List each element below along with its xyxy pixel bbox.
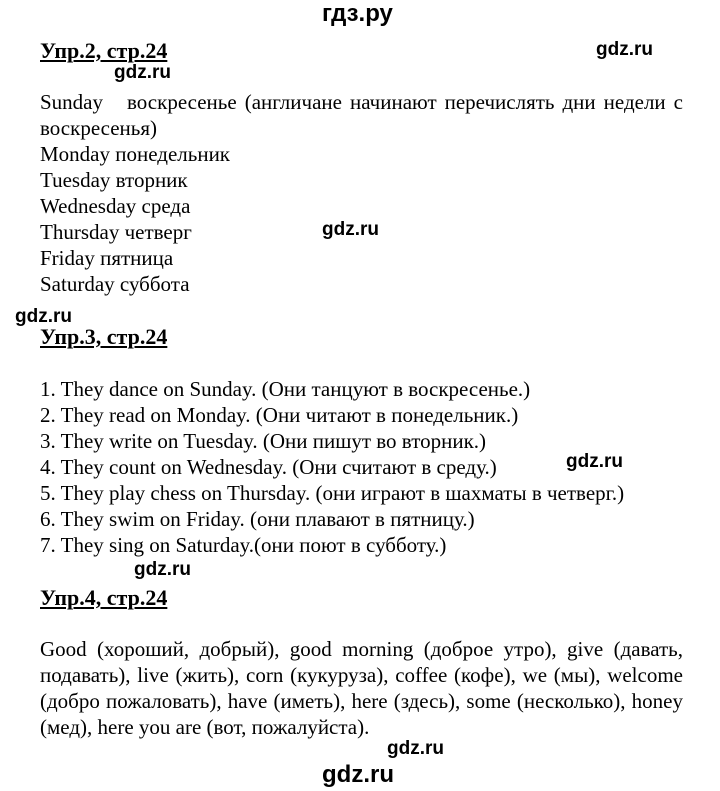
day-item: Friday пятница (40, 246, 174, 270)
watermark: gdz.ru (134, 559, 191, 580)
site-watermark-top: гдз.ру (322, 0, 393, 27)
sentence-item: 6. They swim on Friday. (они плавают в пятницу.) (40, 507, 475, 531)
sentence-item: 5. They play chess on Thursday. (они играют в шахматы в четверг.) (40, 481, 625, 505)
ex2-intro (40, 89, 683, 141)
sentence-item: 2. They read on Monday. (Они читают в понедельник.) (40, 403, 519, 427)
sentence-item: 4. They count on Wednesday. (Они считают в среду.) (40, 455, 497, 479)
day-item: Monday понедельник (40, 142, 231, 166)
watermark: gdz.ru (596, 39, 653, 60)
site-watermark-bottom: gdz.ru (322, 761, 394, 788)
day-item: Saturday суббота (40, 272, 190, 296)
watermark: gdz.ru (322, 219, 379, 240)
watermark: gdz.ru (387, 738, 444, 759)
day-item: Thursday четверг (40, 220, 192, 244)
sentence-item: 1. They dance on Sunday. (Они танцуют в воскресенье.) (40, 377, 531, 401)
ex2-intro-text: воскресенье (англичане начинают перечислять дни недели с воскресенья) (40, 90, 683, 140)
watermark: gdz.ru (15, 306, 72, 327)
ex4-paragraph: Good (хороший, добрый), good morning (доброе утро), give (давать, подавать), live (жить), corn (кукуруза), coffee (кофе), we (мы), welcome (добро пожаловать), have (иметь), here (здесь), some (несколько), honey (мед), here you are (вот, пожалуйста). (40, 637, 683, 739)
day-item: Tuesday вторник (40, 168, 188, 192)
watermark: gdz.ru (566, 451, 623, 472)
sentence-item: 3. They write on Tuesday. (Они пишут во вторник.) (40, 429, 487, 453)
ex3-heading: Упр.3, стр.24 (40, 324, 168, 349)
day-item: Wednesday среда (40, 194, 191, 218)
ex2-heading: Упр.2, стр.24 (40, 38, 168, 63)
sentence-item: 7. They sing on Saturday.(они поют в субботу.) (40, 533, 447, 557)
ex4-heading: Упр.4, стр.24 (40, 585, 168, 610)
watermark: gdz.ru (114, 62, 171, 83)
ex2-intro-word: Sunday (40, 90, 103, 114)
